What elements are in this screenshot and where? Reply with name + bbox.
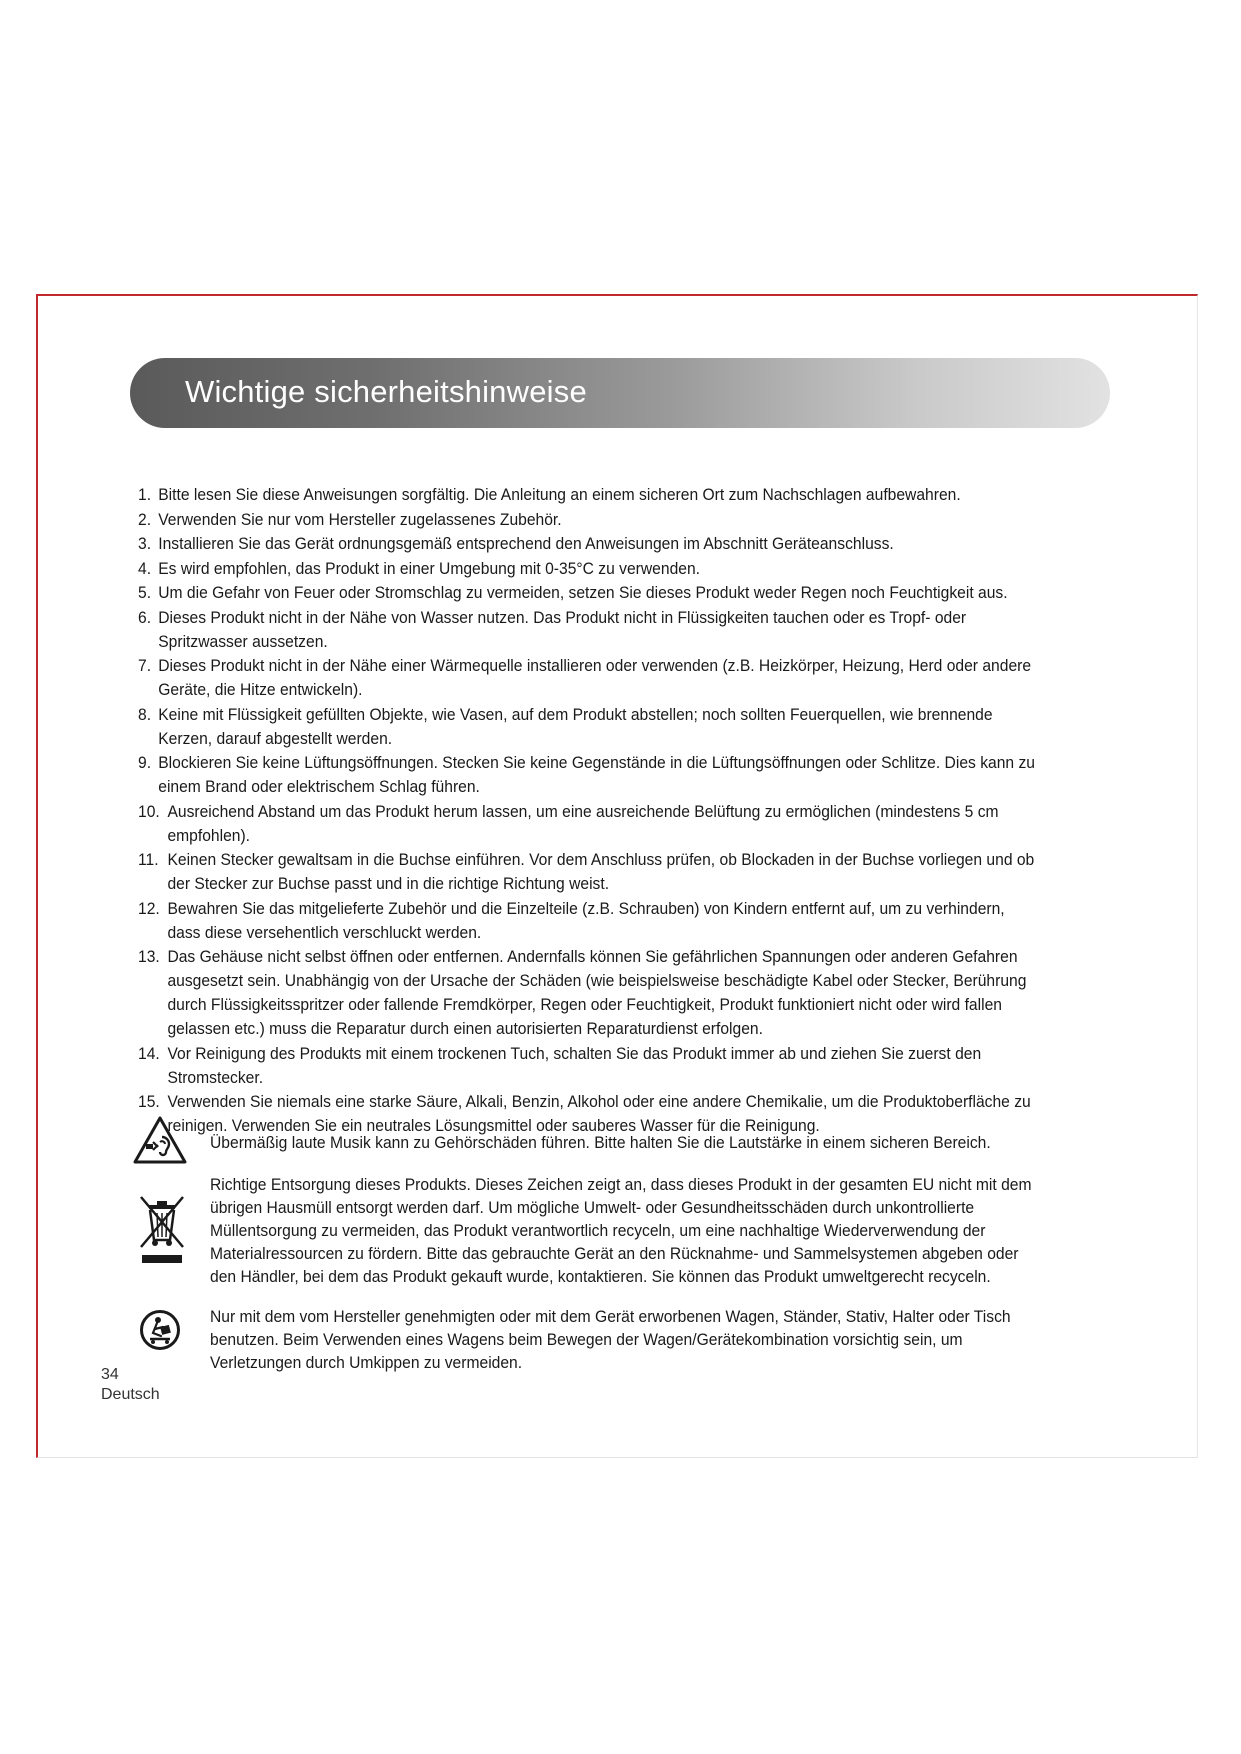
cart-tip-over-icon — [139, 1309, 181, 1351]
item-text: Vor Reinigung des Produkts mit einem trockenen Tuch, schalten Sie das Produkt immer ab und ziehen Sie zuerst den Stromstecker. — [167, 1043, 982, 1087]
item-text: Bitte lesen Sie diese Anweisungen sorgfältig. Die Anleitung an einem sicheren Ort zum Nachschlagen aufbewahren. — [158, 485, 961, 504]
item-number: 9. — [138, 753, 152, 772]
list-item — [138, 800, 1035, 848]
disposal-notice: Richtige Entsorgung dieses Produkts. Dieses Zeichen zeigt an, dass dieses Produkt in der gesamten EU nicht mit dem übrigen Hausmüll entsorgt werden darf. Um mögliche Umwelt- oder Gesundheitsschäden durch unkontrollierte Müllentsorgung zu vermeiden, das Produkt verantwortlich recyceln, um eine nachhaltige Wiederverwendung der Materialressourcen zu fördern. Bitte das gebrauchte Gerät an den Rücknahme- und Sammelsystemen abgeben oder den Händler, bei dem das Produkt gekauft wurde, kontaktieren. Sie können das Produkt umweltgerecht recyceln. — [210, 1175, 1032, 1286]
list-item — [138, 606, 1035, 654]
list-item — [138, 581, 1035, 605]
item-text: Bewahren Sie das mitgelieferte Zubehör und die Einzelteile (z.B. Schrauben) von Kindern entfernt auf, um zu verhindern, dass diese versehentlich verschluckt werden. — [167, 898, 1005, 942]
list-item — [138, 897, 1035, 945]
hearing-notice: Übermäßig laute Musik kann zu Gehörschäden führen. Bitte halten Sie die Lautstärke in einem sicheren Bereich. — [210, 1133, 991, 1152]
safety-instructions-list — [138, 483, 1035, 1139]
list-item — [138, 945, 1035, 1041]
item-text: Blockieren Sie keine Lüftungsöffnungen. Stecken Sie keine Gegenstände in die Lüftungsöffnungen oder Schlitze. Dies kann zu einem Brand oder elektrischem Schlag führen. — [158, 753, 1035, 796]
item-number: 13. — [138, 947, 160, 966]
item-text: Um die Gefahr von Feuer oder Stromschlag zu vermeiden, setzen Sie dieses Produkt weder Regen noch Feuchtigkeit aus. — [158, 583, 1008, 602]
item-number: 12. — [138, 898, 160, 918]
weee-bin-icon — [137, 1193, 187, 1265]
item-text: Keinen Stecker gewaltsam in die Buchse einführen. Vor dem Anschluss prüfen, ob Blockaden in der Buchse vorliegen und ob der Stecker zur Buchse passt und in die richtige Richtung weist. — [167, 850, 1035, 893]
cart-notice: Nur mit dem vom Hersteller genehmigten oder mit dem Gerät erworbenen Wagen, Ständer, Stativ, Halter oder Tisch benutzen. Beim Verwenden eines Wagens beim Bewegen der Wagen/Gerätekombination vorsichtig sein, um Verletzungen durch Umkippen zu vermeiden. — [210, 1307, 1011, 1372]
item-number: 5. — [138, 583, 152, 602]
list-item — [138, 1042, 1035, 1090]
list-item — [138, 508, 1035, 532]
item-number: 7. — [138, 656, 152, 675]
item-text: Installieren Sie das Gerät ordnungsgemäß entsprechend den Anweisungen im Abschnitt Geräteanschluss. — [158, 534, 894, 553]
item-text: Ausreichend Abstand um das Produkt herum lassen, um eine ausreichende Belüftung zu ermöglichen (mindestens 5 cm empfohlen). — [167, 801, 999, 845]
item-number: 4. — [138, 558, 152, 578]
item-text: Das Gehäuse nicht selbst öffnen oder entfernen. Andernfalls können Sie gefährlichen Spannungen oder anderen Gefahren ausgesetzt sein. Unabhängig von der Ursache der Schäden (wie beispielsweise beschädigte Kabel oder Stecker, Berührung durch Flüssigkeitsspritzer oder fallende Fremdkörper, Regen oder Feuchtigkeit, Produkt funktioniert nicht oder wird fallen gelassen etc.) muss die Reparatur durch einen autorisierten Reparaturdienst erfolgen. — [167, 947, 1027, 1038]
list-item — [138, 703, 1035, 751]
item-number: 3. — [138, 534, 152, 553]
item-text: Verwenden Sie niemals eine starke Säure, Alkali, Benzin, Alkohol oder eine andere Chemikalie, um die Produktoberfläche zu reinigen. Verwenden Sie ein neutrales Lösungsmittel oder sauberes Wasser für die Reinigung. — [167, 1092, 1031, 1135]
list-item — [138, 654, 1035, 702]
item-number: 6. — [138, 607, 152, 627]
hearing-warning-icon — [132, 1115, 188, 1165]
list-item — [138, 557, 1035, 581]
item-text: Verwenden Sie nur vom Hersteller zugelassenes Zubehör. — [158, 509, 562, 529]
list-item — [138, 848, 1035, 896]
item-number: 11. — [138, 850, 159, 869]
item-text: Dieses Produkt nicht in der Nähe von Wasser nutzen. Das Produkt nicht in Flüssigkeiten tauchen oder es Tropf- oder Spritzwasser aussetzen. — [158, 607, 967, 651]
item-text: Es wird empfohlen, das Produkt in einer Umgebung mit 0-35°C zu verwenden. — [158, 558, 701, 578]
page-title: Wichtige sicherheitshinweise — [185, 374, 587, 409]
item-number: 1. — [138, 485, 152, 504]
item-number: 10. — [138, 801, 160, 821]
page-footer — [101, 1365, 160, 1405]
list-item — [138, 532, 1035, 556]
item-number: 8. — [138, 704, 152, 724]
item-text: Dieses Produkt nicht in der Nähe einer Wärmequelle installieren oder verwenden (z.B. Heizkörper, Heizung, Herd oder andere Geräte, die Hitze entwickeln). — [158, 656, 1032, 699]
item-number: 2. — [138, 509, 152, 529]
list-item — [138, 483, 1035, 507]
list-item — [138, 751, 1035, 799]
item-text: Keine mit Flüssigkeit gefüllten Objekte, wie Vasen, auf dem Produkt abstellen; noch sollten Feuerquellen, wie brennende Kerzen, darauf abgestellt werden. — [158, 704, 993, 748]
item-number: 15. — [138, 1092, 160, 1111]
page-language: Deutsch — [101, 1386, 160, 1403]
page-number: 34 — [101, 1366, 119, 1383]
item-number: 14. — [138, 1043, 160, 1063]
